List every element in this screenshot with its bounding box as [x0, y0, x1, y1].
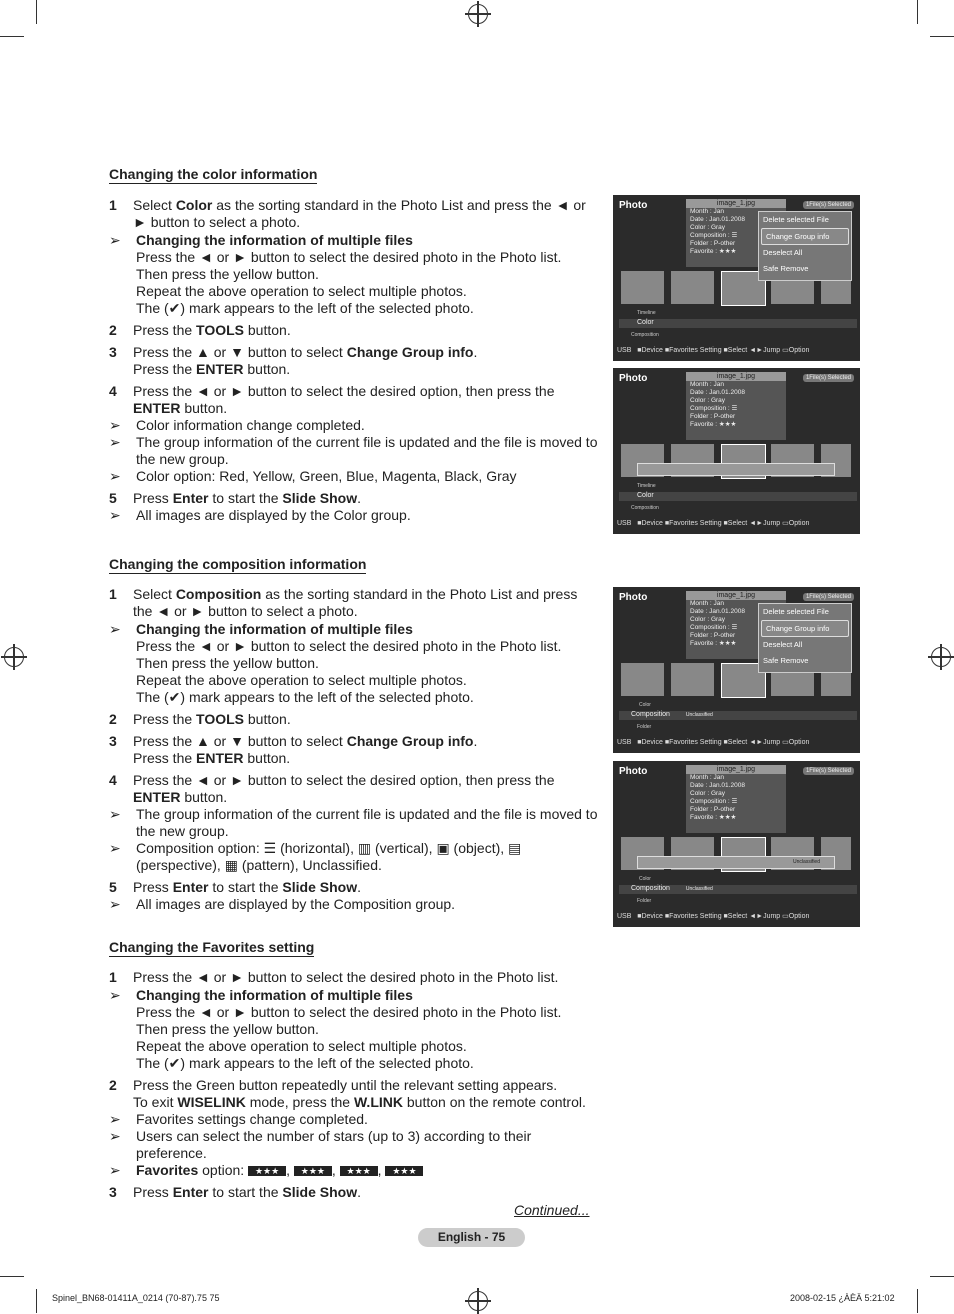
- note: ➢ The group information of the current file is updated and the file is moved to the new group.: [109, 806, 598, 839]
- step-4: 4 Press the ◄ or ► button to select the desired option, then press the ENTER button.: [109, 383, 555, 416]
- note: ➢ Composition option: ☰ (horizontal), ▥ (vertical), ▣ (object), ▤ (perspective), ▦ (pattern), Unclassified.: [109, 840, 522, 873]
- stars-2-icon: ★★★: [340, 1166, 378, 1176]
- crop-mark: [0, 36, 24, 37]
- crop-mark: [930, 1276, 954, 1277]
- stars-1-icon: ★★★: [294, 1166, 332, 1176]
- step-3: 3 Press the ▲ or ▼ button to select Change Group info. Press the ENTER button.: [109, 344, 478, 377]
- menu-item[interactable]: Safe Remove: [763, 655, 809, 665]
- note-favorites-option: ➢ Favorites option: ★★★ , ★★★ , ★★★ , ★★★: [109, 1162, 599, 1179]
- composition-option-bar[interactable]: Unclassified: [637, 856, 835, 869]
- step-5: 5 Press Enter to start the Slide Show.: [109, 490, 361, 506]
- section-title-composition: Changing the composition information: [109, 556, 367, 572]
- menu-item[interactable]: Delete selected File: [763, 215, 829, 224]
- section-composition-body: [109, 586, 599, 913]
- step-5: 5 Press Enter to start the Slide Show.: [109, 879, 361, 895]
- note-multiple-files: ➢ Changing the information of multiple files Press the ◄ or ► button to select the desired photo in the Photo list. Then press the yellow button. Repeat the above operation to select multiple photos. The (✔) mark appears to the left of the selected photo.: [109, 232, 562, 316]
- page-number: English - 75: [418, 1228, 525, 1247]
- registration-mark-icon: [931, 647, 951, 667]
- menu-item[interactable]: Deselect All: [763, 640, 803, 649]
- tv-screen-2: Photo 1File(s) Selected image_1.jpg Month : Jan Date : Jan.01.2008 Color : Gray Composition : ☰ Folder : P-other Favorite : ★★★ Timeline Color Composition USB ■Device ■Favorites Setting ■Select ◄►Jump ▭Option: [613, 368, 860, 534]
- stars-0-icon: ★★★: [248, 1166, 286, 1176]
- footer-timestamp: 2008-02-15 ¿ÀÈÄ 5:21:02: [790, 1293, 895, 1303]
- tv-screen-3: Photo 1File(s) Selected image_1.jpg Month : Jan Date : Jan.01.2008 Color : Gray Composition : ☰ Folder : P-other Favorite : ★★★ Delete selected File Change Group info Deselect All Safe Remove Color Composition Unclassified Folder USB ■Device ■Favorites Setting ■Select ◄►Jump ▭Option: [613, 587, 860, 753]
- crop-mark: [917, 1289, 918, 1313]
- note: ➢ All images are displayed by the Composition group.: [109, 896, 456, 912]
- step-2: 2 Press the TOOLS button.: [109, 322, 291, 338]
- step-3: 3 Press the ▲ or ▼ button to select Change Group info. Press the ENTER button.: [109, 733, 478, 766]
- note: ➢ The group information of the current file is updated and the file is moved to the new group.: [109, 434, 598, 467]
- footer-file-info: Spinel_BN68-01411A_0214 (70-87).75 75: [52, 1293, 220, 1303]
- continued-label: Continued...: [514, 1202, 590, 1218]
- stars-3-icon: ★★★: [385, 1166, 423, 1176]
- registration-mark-icon: [468, 1291, 488, 1311]
- section-title-favorites: Changing the Favorites setting: [109, 939, 315, 955]
- step-4: 4 Press the ◄ or ► button to select the desired option, then press the ENTER button.: [109, 772, 555, 805]
- note-multiple-files: ➢ Changing the information of multiple files Press the ◄ or ► button to select the desired photo in the Photo list. Then press the yellow button. Repeat the above operation to select multiple photos. The (✔) mark appears to the left of the selected photo.: [109, 987, 562, 1071]
- color-option-bar[interactable]: [637, 463, 835, 476]
- tools-menu: [758, 603, 852, 673]
- registration-mark-icon: [468, 4, 488, 24]
- crop-mark: [36, 1289, 37, 1313]
- note: ➢ Favorites settings change completed.: [109, 1111, 368, 1127]
- menu-item[interactable]: Deselect All: [763, 248, 803, 257]
- step-3: 3 Press Enter to start the Slide Show.: [109, 1184, 361, 1200]
- note-multiple-files: ➢ Changing the information of multiple files Press the ◄ or ► button to select the desired photo in the Photo list. Then press the yellow button. Repeat the above operation to select multiple photos. The (✔) mark appears to the left of the selected photo.: [109, 621, 562, 705]
- section-favorites-body: [109, 969, 599, 1206]
- step-2: 2 Press the Green button repeatedly until the relevant setting appears. To exit WISELINK mode, press the W.LINK button on the remote control.: [109, 1077, 586, 1110]
- note: ➢ Color information change completed.: [109, 417, 365, 433]
- menu-item[interactable]: Change Group info: [761, 620, 849, 638]
- step-1: 1 Press the ◄ or ► button to select the desired photo in the Photo list.: [109, 969, 559, 985]
- note: ➢ Color option: Red, Yellow, Green, Blue, Magenta, Black, Gray: [109, 468, 517, 484]
- crop-mark: [0, 1276, 24, 1277]
- crop-mark: [930, 36, 954, 37]
- step-2: 2 Press the TOOLS button.: [109, 711, 291, 727]
- menu-item[interactable]: Delete selected File: [763, 607, 829, 616]
- crop-mark: [917, 0, 918, 24]
- section-color-body: [109, 197, 599, 524]
- menu-item[interactable]: Change Group info: [761, 228, 849, 246]
- menu-item[interactable]: Safe Remove: [763, 263, 809, 273]
- section-title-color: Changing the color information: [109, 166, 318, 182]
- step-1: 1 Select Composition as the sorting standard in the Photo List and press the ◄ or ► button to select a photo.: [109, 586, 578, 619]
- step-1: 1 Select Color as the sorting standard in the Photo List and press the ◄ or ► button to select a photo.: [109, 197, 586, 230]
- tv-screen-4: Photo 1File(s) Selected image_1.jpg Month : Jan Date : Jan.01.2008 Color : Gray Composition : ☰ Folder : P-other Favorite : ★★★ Unclassified Color Composition Unclassified Folder USB ■Device ■Favorites Setting ■Select ◄►Jump ▭Option: [613, 761, 860, 927]
- tv-screen-1: Photo 1File(s) Selected image_1.jpg Month : Jan Date : Jan.01.2008 Color : Gray Composition : ☰ Folder : P-other Favorite : ★★★ Delete selected File Change Group info Deselect All Safe Remove Timeline Color Composition USB ■Device ■Favorites Setting ■Select ◄►Jump ▭Option: [613, 195, 860, 361]
- note: ➢ Users can select the number of stars (up to 3) according to their preference.: [109, 1128, 532, 1161]
- registration-mark-icon: [4, 647, 24, 667]
- note: ➢ All images are displayed by the Color group.: [109, 507, 411, 523]
- tools-menu: [758, 211, 852, 281]
- crop-mark: [36, 0, 37, 24]
